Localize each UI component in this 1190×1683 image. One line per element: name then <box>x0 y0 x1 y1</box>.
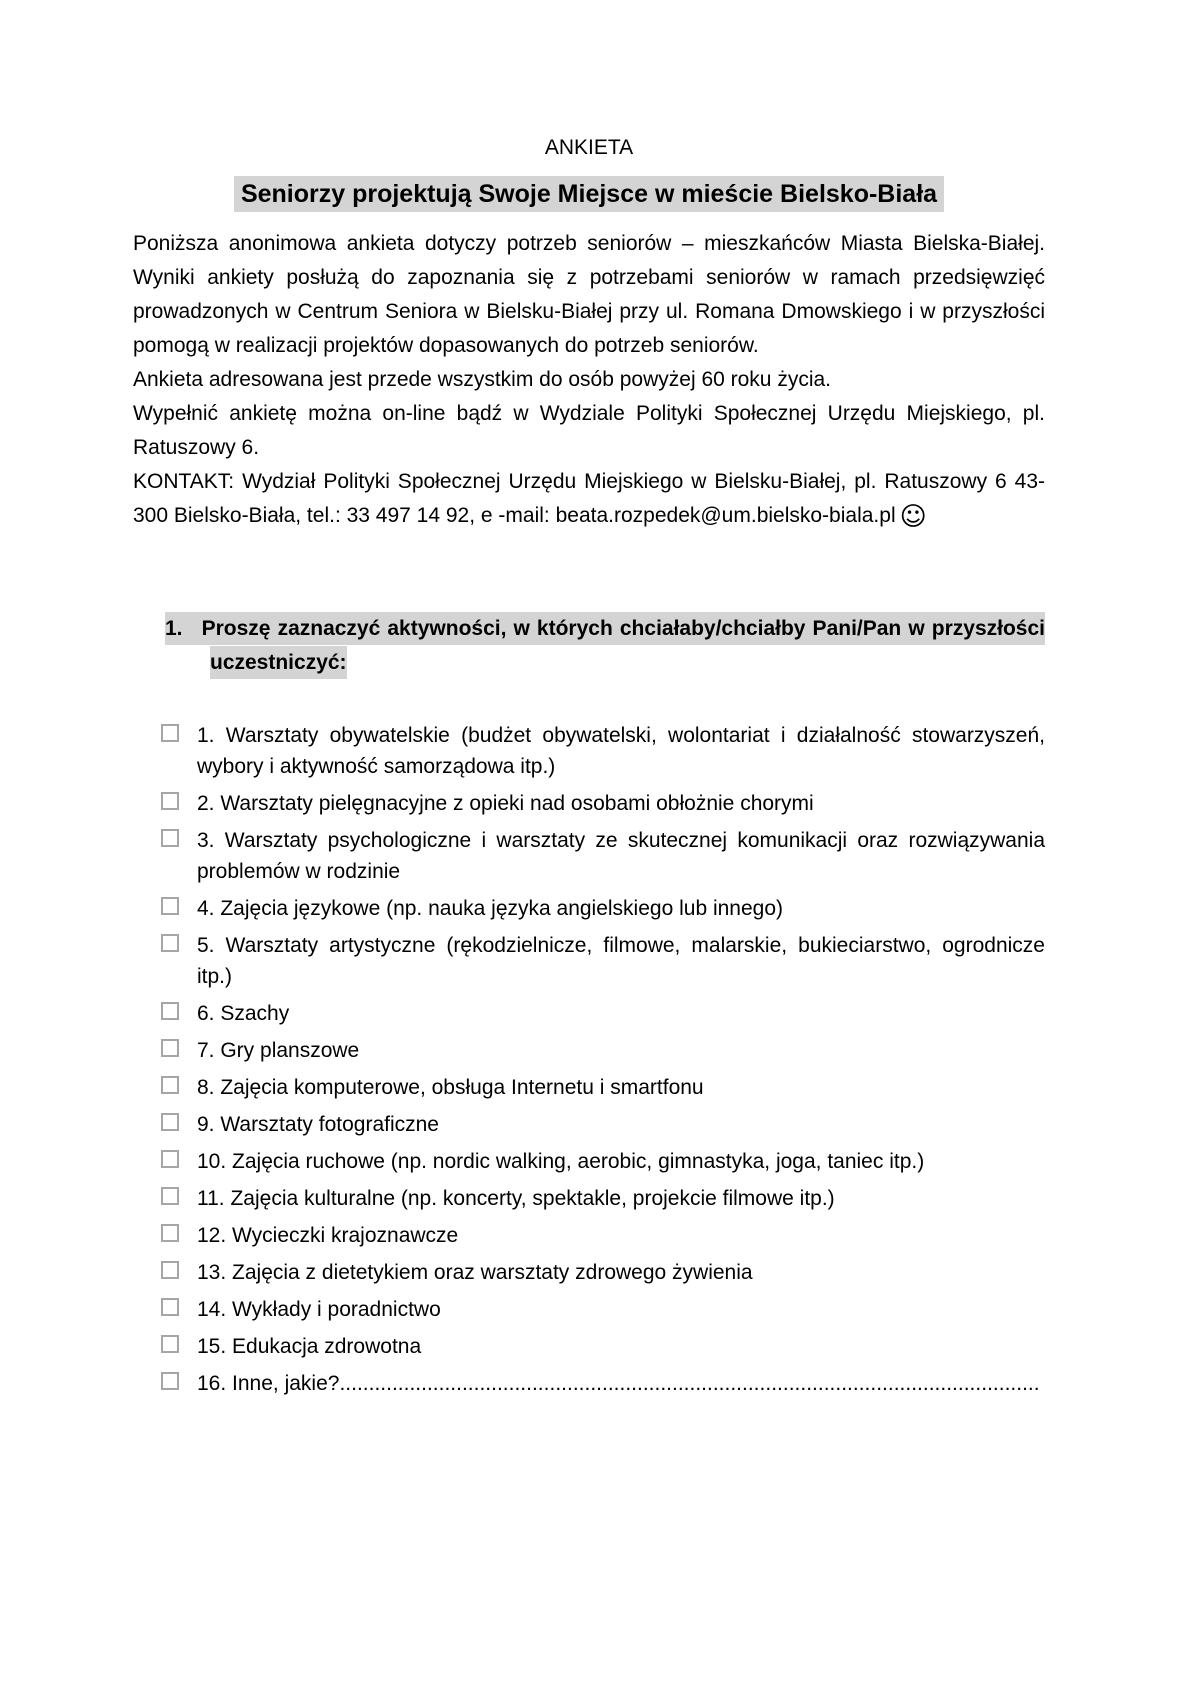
checkbox-option-8[interactable] <box>161 1076 179 1094</box>
option-row <box>133 825 1045 887</box>
checkbox-option-12[interactable] <box>161 1224 179 1242</box>
options-list <box>133 720 1045 1399</box>
option-label: 9. Warsztaty fotograficzne <box>197 1113 439 1136</box>
intro-paragraph: Poniższa anonimowa ankieta dotyczy potrzeb seniorów – mieszkańców Miasta Bielska-Białej. Wyniki ankiety posłużą do zapoznania się z potrzebami seniorów w ramach przedsięwzięć prowadzonych w Centrum Seniora w Bielsku-Białej przy ul. Romana Dmowskiego i w przyszłości pomogą w realizacji projektów dopasowanych do potrzeb seniorów. <box>133 232 1045 357</box>
checkbox-option-13[interactable] <box>161 1261 179 1279</box>
option-label: 16. Inne, jakie? <box>197 1372 340 1395</box>
option-row <box>133 1331 1045 1362</box>
option-label: 7. Gry planszowe <box>197 1039 360 1062</box>
option-row-other <box>133 1368 1045 1399</box>
email-text: beata.rozpedek@um.bielsko-biala.pl <box>555 504 896 527</box>
option-label: 6. Szachy <box>197 1002 290 1025</box>
option-label: 8. Zajęcia komputerowe, obsługa Internetu i smartfonu <box>197 1076 704 1099</box>
checkbox-option-4[interactable] <box>161 897 179 915</box>
checkbox-option-10[interactable] <box>161 1150 179 1168</box>
option-row <box>133 1109 1045 1140</box>
question-1 <box>165 612 1045 680</box>
option-row <box>133 1072 1045 1103</box>
option-label: 10. Zajęcia ruchowe (np. nordic walking, aerobic, gimnastyka, joga, taniec itp.) <box>197 1150 925 1173</box>
option-row <box>133 930 1045 992</box>
checkbox-option-7[interactable] <box>161 1039 179 1057</box>
addressed-line: Ankieta adresowana jest przede wszystkim do osób powyżej 60 roku życia. <box>133 368 832 391</box>
option-label: 14. Wykłady i poradnictwo <box>197 1298 441 1321</box>
option-row <box>133 1035 1045 1066</box>
option-row <box>133 998 1045 1029</box>
option-row <box>133 1146 1045 1177</box>
checkbox-option-1[interactable] <box>161 724 179 742</box>
option-row <box>133 1257 1045 1288</box>
option-row <box>133 720 1045 782</box>
option-row <box>133 1183 1045 1214</box>
contact-paragraph <box>133 465 1045 534</box>
checkbox-option-6[interactable] <box>161 1002 179 1020</box>
option-label: 1. Warsztaty obywatelskie (budżet obywatelski, wolontariat i działalność stowarzyszeń, wybory i aktywność samorządowa itp.) <box>197 724 1045 778</box>
question-number: 1. <box>165 617 183 640</box>
option-label: 11. Zajęcia kulturalne (np. koncerty, spektakle, projekcie filmowe itp.) <box>197 1187 835 1210</box>
checkbox-option-14[interactable] <box>161 1298 179 1316</box>
option-other-dotted-line: ........................................................................................................................ <box>339 1372 1040 1395</box>
fill-paragraph: Wypełnić ankietę można on-line bądź w Wydziale Polityki Społecznej Urzędu Miejskiego, pl. Ratuszowy 6. <box>133 402 1045 459</box>
option-row <box>133 1220 1045 1251</box>
survey-heading: Seniorzy projektują Swoje Miejsce w mieście Bielsko-Biała <box>234 176 944 212</box>
smiley-icon: ☺ <box>899 502 927 532</box>
option-label: 13. Zajęcia z dietetykiem oraz warsztaty zdrowego żywienia <box>197 1261 753 1284</box>
option-label: 3. Warsztaty psychologiczne i warsztaty ze skutecznej komunikacji oraz rozwiązywania problemów w rodzinie <box>197 829 1045 883</box>
checkbox-option-5[interactable] <box>161 934 179 952</box>
option-label: 5. Warsztaty artystyczne (rękodzielnicze, filmowe, malarskie, bukieciarstwo, ogrodnicze itp.) <box>197 934 1045 988</box>
page-title: ANKIETA <box>544 136 634 159</box>
option-row <box>133 893 1045 924</box>
option-row <box>133 1294 1045 1325</box>
option-label: 15. Edukacja zdrowotna <box>197 1335 422 1358</box>
checkbox-option-16[interactable] <box>161 1372 179 1390</box>
survey-heading-row <box>133 179 1045 209</box>
option-row <box>133 788 1045 819</box>
checkbox-option-11[interactable] <box>161 1187 179 1205</box>
checkbox-option-2[interactable] <box>161 792 179 810</box>
checkbox-option-9[interactable] <box>161 1113 179 1131</box>
option-label: 4. Zajęcia językowe (np. nauka języka angielskiego lub innego) <box>197 897 784 920</box>
option-label: 12. Wycieczki krajoznawcze <box>197 1224 459 1247</box>
question-text: Proszę zaznaczyć aktywności, w których chciałaby/chciałby Pani/Pan w przyszłości uczestniczyć: <box>201 617 1045 674</box>
checkbox-option-15[interactable] <box>161 1335 179 1353</box>
option-label: 2. Warsztaty pielęgnacyjne z opieki nad osobami obłożnie chorymi <box>197 792 814 815</box>
checkbox-option-3[interactable] <box>161 829 179 847</box>
contact-text: KONTAKT: Wydział Polityki Społecznej Urzędu Miejskiego w Bielsku-Białej, pl. Ratuszowy 6 43-300 Bielsko-Biała, tel.: 33 497 14 92, e -mail: <box>133 470 1045 527</box>
